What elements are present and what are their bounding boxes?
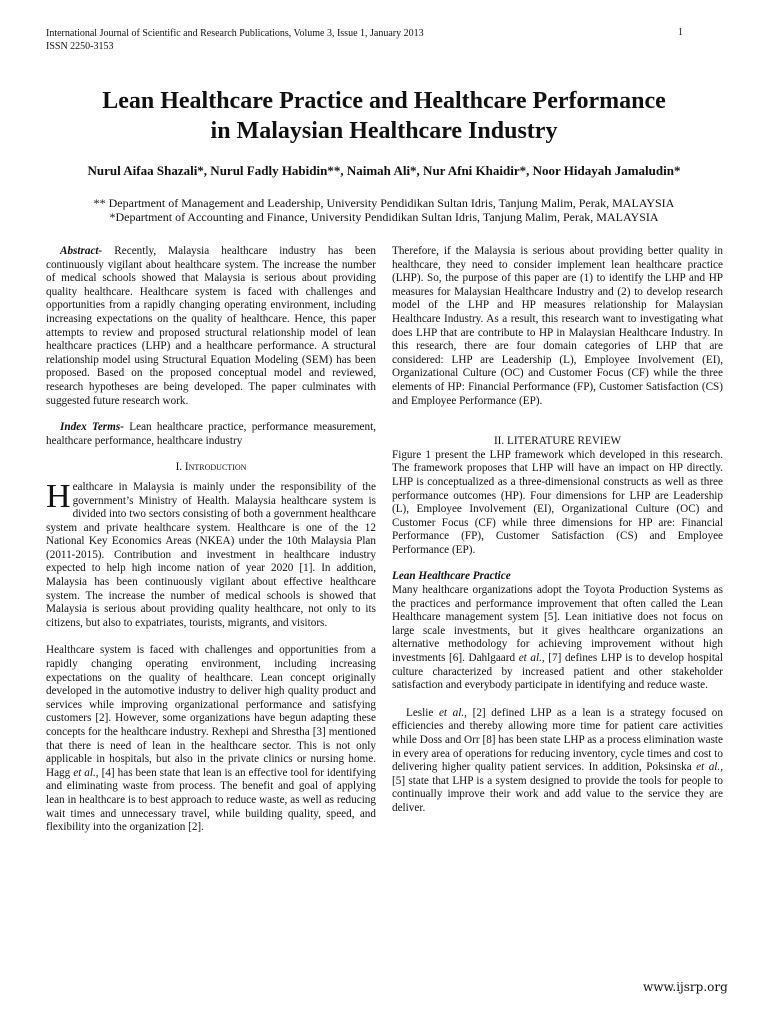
lean-paragraph-2 — [392, 707, 723, 816]
right-column — [392, 245, 723, 816]
index-terms-label: Index Terms- — [60, 421, 124, 434]
section-2-title: LITERATURE REVIEW — [507, 435, 622, 448]
lean-paragraph-1 — [392, 584, 723, 693]
intro-p2-part-b: [4] has been state that lean is an effective tool for identifying and eliminating waste from process. The benefit and goal of applying lean in healthcare is to best approach to reduce waste, as well as reducing wait times and unnecessary travel, while building quality, speed, and flexibility into the organization [2]. — [46, 766, 376, 834]
intro-paragraph-1 — [46, 477, 376, 631]
title-line-2: in Malaysian Healthcare Industry — [210, 118, 558, 144]
lean-p1-etal: et al., — [518, 652, 545, 665]
author-list: Nurul Aifaa Shazali*, Nurul Fadly Habidin**, Naimah Ali*, Nur Afni Khaidir*, Noor Hidayah Jamaludin* — [87, 163, 681, 178]
intro-paragraph-1-text: ealthcare in Malaysia is mainly under the responsibility of the government’s Ministry of Health. Malaysia healthcare system is divided into two sectors consisting of both a government healthcare system and private healthcare system. Healthcare is one of the 12 National Key Economics Areas (NKEA) under the 10th Malaysia Plan (2011-2015). Contribution and investment in healthcare industry expected to help high income nation of year 2020 [1]. In addition, Malaysia has been continuously vigilant about effective healthcare system. The increase the number of medical schools is showed that Malaysia is serious about providing quality healthcare, not only to its citizens, but also to expatriates, tourists, migrants, and visitors. — [46, 480, 376, 629]
affiliation-1: ** Department of Management and Leadership, University Pendidikan Sultan Idris, Tanjung Malim, Perak, MALAYSIA — [93, 196, 675, 210]
subsection-heading: Lean Healthcare Practice — [392, 570, 511, 583]
lean-p1-part-a: Many healthcare organizations adopt the Toyota Production Systems as the practices and performance improvement that often called the Lean Healthcare management system [5]. Lean initiative does not focus on large scale investments, but it gives healthcare organizations an alternative methodology for achieving improvement without high investments [6]. Dahlgaard — [392, 584, 723, 665]
section-1-title: Introduction — [184, 461, 247, 474]
section-1-heading — [46, 461, 376, 475]
purpose-paragraph: Therefore, if the Malaysia is serious about providing better quality in healthcare, they need to consider implement lean healthcare practice (LHP). So, the purpose of this paper are (1) to identify the LHP and HP measures for Malaysian Healthcare Industry and (2) to develop research model of the LHP and HP measures relationship for Malaysian Healthcare Industry. As a result, this research want to investigating what does LHP that are contribute to HP in Malaysian Healthcare Industry. In this research, there are four domain categories of LHP that are considered: LHP are Leadership (L), Employee Involvement (EI), Organizational Culture (OC) and Customer Focus (CF) while the three elements of HP: Financial Performance (FP), Customer Satisfaction (CS) and Employee Performance (EP). — [392, 245, 723, 407]
index-terms — [46, 421, 376, 448]
intro-paragraph-2 — [46, 644, 376, 834]
drop-cap: H — [46, 477, 71, 515]
left-column — [46, 245, 376, 835]
lean-p2-etal-2: et al., — [696, 761, 723, 774]
abstract-label: Abstract- — [60, 245, 103, 257]
affiliation-2: *Department of Accounting and Finance, University Pendidikan Sultan Idris, Tanjung Malim, Perak, MALAYSIA — [109, 210, 659, 224]
issn-line: ISSN 2250-3153 — [46, 41, 114, 52]
abstract — [46, 245, 376, 408]
lean-p2-part-c: [5] state that LHP is a system designed to provide the tools for people to continually improve their work and add value to the service they are deliver. — [392, 774, 723, 814]
affiliations — [40, 196, 728, 224]
page-number: 1 — [678, 27, 683, 38]
footer-url[interactable]: www.ijsrp.org — [643, 980, 728, 994]
lean-p1-part-b: [7] defines LHP is to develop hospital culture characterized by increased patient and other stakeholder satisfaction and everybody participate in identifying and reduce waste. — [392, 652, 723, 692]
abstract-text: Recently, Malaysia healthcare industry has been continuously vigilant about healthcare system. The increase the number of medical schools showed that Malaysia is serious about providing quality healthcare. Healthcare system is faced with challenges and opportunities from a rapidly changing operating environment, including increasing expectations on the quality of healthcare. Hence, this paper attempts to review and proposed structural relationship model of lean healthcare practices (LHP) and a healthcare performance. A structural relationship model using Structural Equation Modeling (SEM) has been proposed. Based on the proposed conceptual model and reviewed, research hypotheses are being developed. The paper culminates with suggested future research work. — [46, 245, 376, 407]
running-header — [46, 27, 424, 53]
section-2-heading — [392, 435, 723, 449]
intro-p2-part-a: Healthcare system is faced with challenges and opportunities from a rapidly changing operating environment, including increasing expectations on the quality of healthcare. Lean concept originally developed in the automotive industry to deliver high quality product and services while improving organizational performance and satisfying customers [2]. However, some organizations have begun adapting these concepts for the healthcare industry. Rexhepi and Shrestha [3] mentioned that there is need of lean in the healthcare sector. This is not only applicable in hospitals, but also in the private clinics or nursing home. Hagg — [46, 644, 376, 779]
lean-p2-part-b: [2] defined LHP as a lean is a strategy focused on efficiencies and thereby allowing more time for patient care activities while Doss and Orr [8] has been state LHP as a process elimination waste in every area of operations for reducing inventory, cycle times and cost to delivering higher quality patient services. In addition, Poksinska — [392, 706, 723, 774]
journal-line: International Journal of Scientific and Research Publications, Volume 3, Issue 1, January 2013 — [46, 28, 424, 39]
section-1-number: I. — [175, 461, 183, 474]
index-terms-text: Lean healthcare practice, performance measurement, healthcare performance, healthcare industry — [46, 421, 376, 447]
intro-p2-etal: et al., — [73, 766, 99, 779]
lean-p2-etal-1: et al., — [438, 706, 467, 719]
paper-title — [40, 86, 728, 146]
literature-paragraph-1: Figure 1 present the LHP framework which developed in this research. The framework proposes that LHP will have an impact on HP directly. LHP is conceptualized as a three-dimensional constructs as well as three performance outcomes (HP). Four dimensions for LHP are Leadership (L), Employee Involvement (EI), Organizational Culture (OC) and Customer Focus (CF) while three dimensions for HP are: Financial Performance (FP), Customer Satisfaction (CS) and Employee Performance (EP). — [392, 448, 723, 556]
title-line-1: Lean Healthcare Practice and Healthcare Performance — [102, 88, 666, 114]
lean-p2-part-a: Leslie — [406, 706, 439, 719]
section-2-number: II. — [493, 435, 505, 448]
